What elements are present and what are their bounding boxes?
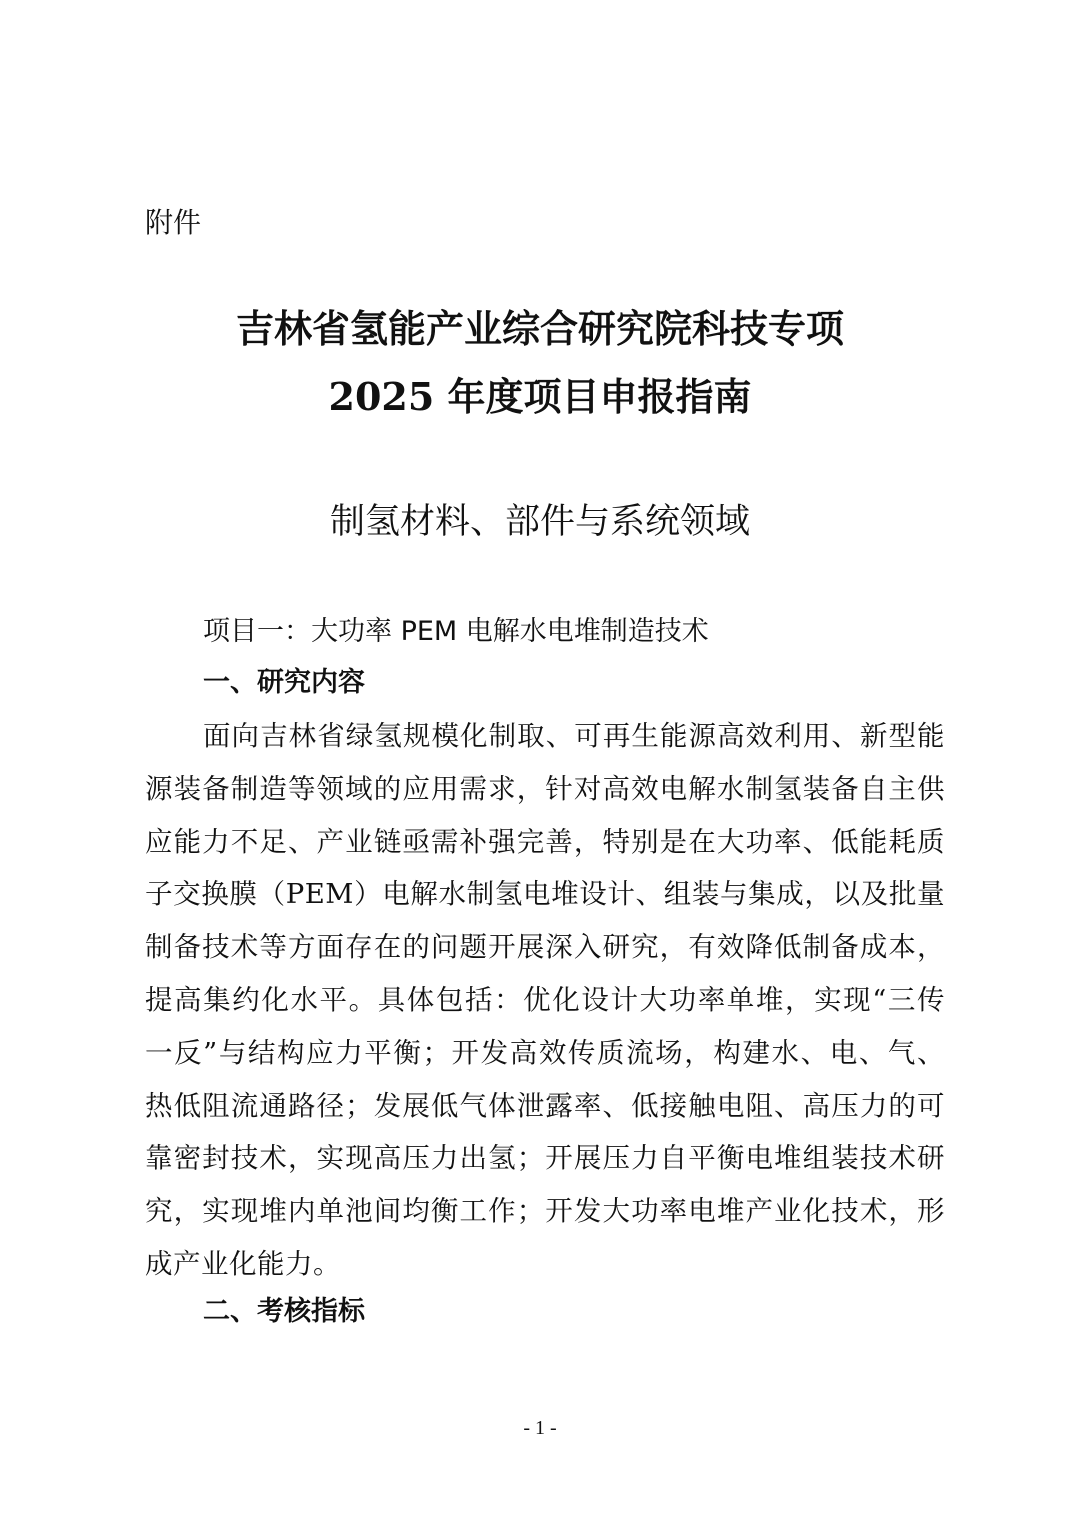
project-title: 项目一：大功率 PEM 电解水电堆制造技术 bbox=[203, 616, 709, 647]
body-line: 靠密封技术，实现高压力出氢；开展压力自平衡电堆组装技术研 bbox=[145, 1142, 945, 1175]
page-number: - 1 - bbox=[523, 1417, 557, 1439]
body-line: 应能力不足、产业链亟需补强完善，特别是在大功率、低能耗质 bbox=[145, 825, 945, 858]
body-line: 提高集约化水平。具体包括：优化设计大功率单堆，实现“三传 bbox=[145, 983, 945, 1016]
document-title-line-2: 2025 年度项目申报指南 bbox=[328, 374, 752, 419]
section-heading-research-content: 一、研究内容 bbox=[203, 667, 365, 698]
body-line: 成产业化能力。 bbox=[145, 1247, 341, 1280]
section-heading-assessment-indicators: 二、考核指标 bbox=[203, 1296, 365, 1327]
document-title-line-1: 吉林省氢能产业综合研究院科技专项 bbox=[235, 306, 844, 351]
body-line: 究，实现堆内单池间均衡工作；开发大功率电堆产业化技术，形 bbox=[145, 1195, 945, 1228]
attachment-label: 附件 bbox=[145, 206, 202, 239]
body-line: 面向吉林省绿氢规模化制取、可再生能源高效利用、新型能 bbox=[203, 720, 945, 752]
body-line: 热低阻流通路径；发展低气体泄露率、低接触电阻、高压力的可 bbox=[145, 1089, 945, 1122]
research-content-body bbox=[145, 713, 945, 1294]
body-line: 源装备制造等领域的应用需求，针对高效电解水制氢装备自主供 bbox=[145, 772, 945, 805]
body-line: 子交换膜（PEM）电解水制氢电堆设计、组装与集成，以及批量 bbox=[145, 878, 945, 911]
body-line: 制备技术等方面存在的问题开展深入研究，有效降低制备成本， bbox=[145, 931, 945, 964]
field-title: 制氢材料、部件与系统领域 bbox=[329, 502, 750, 542]
body-line: 一反”与结构应力平衡；开发高效传质流场，构建水、电、气、 bbox=[145, 1036, 945, 1069]
